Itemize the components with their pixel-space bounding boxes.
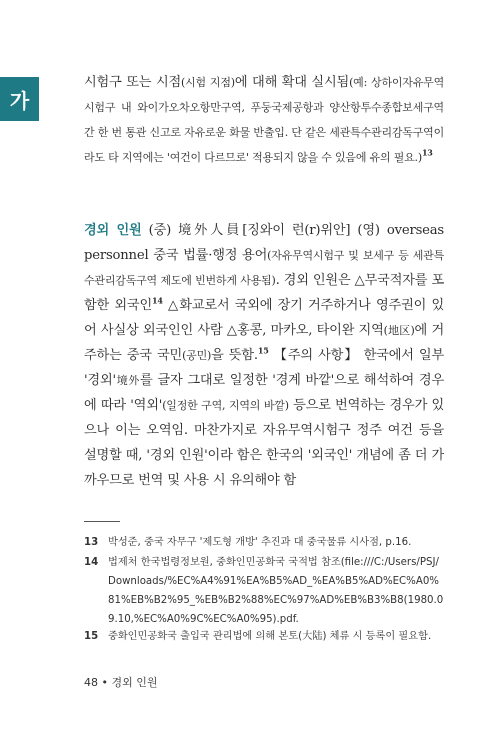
footnote-15: [84, 627, 444, 646]
paragraph-1: [84, 70, 444, 170]
p1-note-a: (시험 지점): [181, 76, 235, 89]
p2-text-b: . 경외 인원은 △무국적자를 포함한 외국인: [84, 273, 444, 313]
section-tab: [0, 77, 39, 121]
p2-text-f: 【주의 사항】 한국에서 일부 '경외': [84, 348, 444, 388]
p2-text-d: 에 거주하는 중국 국민: [84, 323, 444, 363]
p2-text-h: 등으로 번역하는 경우가 있으나 이는 오역임. 마찬가지로 자유무역시험구 정주 여건 등을 설명할 때, '경외 인원'이라 함은 한국의 '외국인' 개념에 좀 더 가까우므로 번역 및 사용 시 유의해야 함: [84, 398, 444, 488]
p2-note-g: (일정한 구역, 지역의 바깥): [162, 399, 289, 412]
entry-term: 경외 인원: [84, 223, 142, 238]
footnote-divider: [84, 521, 120, 522]
footer-separator: •: [101, 676, 108, 689]
p2-note-f: 境外: [115, 374, 141, 387]
footnote-text: 박성준, 중국 자무구 '제도형 개방' 추진과 대 중국물류 시사점, p.16.: [108, 537, 412, 548]
p2-text-a: (중) 境外人員[징와이 런(r)위안] (영) overseas personnel 중국 법률·행정 용어: [84, 223, 444, 263]
footnote-13: [84, 533, 444, 552]
p2-text-e: 을 뜻함.: [211, 348, 258, 363]
p1-text-b: 에 대해 확대 실시됨: [234, 75, 350, 90]
p2-note-d: (공민): [182, 349, 212, 362]
p1-note-c: (예: 상하이자유무역시험구 내 와이가오차오항만구역, 푸둥국제공항과 양산항투수종합보세구역 간 한 번 통관 신고로 자유로운 화물 반출입. 단 같은 세관특수관리감독구역이라도 타 지역에는 '여건이 다르므로' 적용되지 않을 수 있음에 유의 필요.): [84, 76, 444, 164]
page-footer: [84, 674, 158, 690]
paragraph-2: [84, 218, 444, 493]
footnote-number: 14: [84, 557, 99, 568]
footnote-14: [84, 553, 444, 629]
footnote-number: 15: [84, 631, 99, 642]
p2-note-c: (地区): [383, 324, 415, 337]
footnote-number: 13: [84, 537, 99, 548]
footnote-ref-14[interactable]: 14: [152, 295, 163, 306]
footnote-text: 중화인민공화국 출입국 관리법에 의해 본토(大陆) 체류 시 등록이 필요함.: [108, 631, 432, 642]
p1-text-a: 시험구 또는 시점: [84, 75, 182, 90]
p2-text-g: 를 글자 그대로 일정한 '경계 바깥'으로 해석하여 경우에 따라 '역외': [84, 373, 444, 413]
p2-note-a: (자유무역시험구 및 보세구 등 세관특수관리감독구역 제도에 빈번하게 사용됨): [84, 249, 444, 287]
footnote-text: 법제처 한국법령정보원, 중화인민공화국 국적법 참조(file:///C:/Users/PSJ/Downloads/%EC%A4%91%EA%B5%AD_%EA%B5%AD%EC%A0%81%EB%B2%95_%EB%B2%88%EC%97%AD%EB%B3%B8(1980.09.10,%EC%A0%9C%EC%A0%95).pdf.: [108, 557, 444, 625]
p2-text-c: △화교로서 국외에 장기 거주하거나 영주권이 있어 사실상 외국인인 사람 △홍콩, 마카오, 타이완 지역: [84, 298, 445, 338]
running-title: 경외 인원: [111, 676, 158, 689]
footnote-ref-13[interactable]: 13: [421, 147, 433, 158]
footnote-ref-15[interactable]: 15: [257, 345, 269, 356]
page-number: 48: [84, 676, 98, 689]
section-tab-label: 가: [9, 88, 30, 113]
